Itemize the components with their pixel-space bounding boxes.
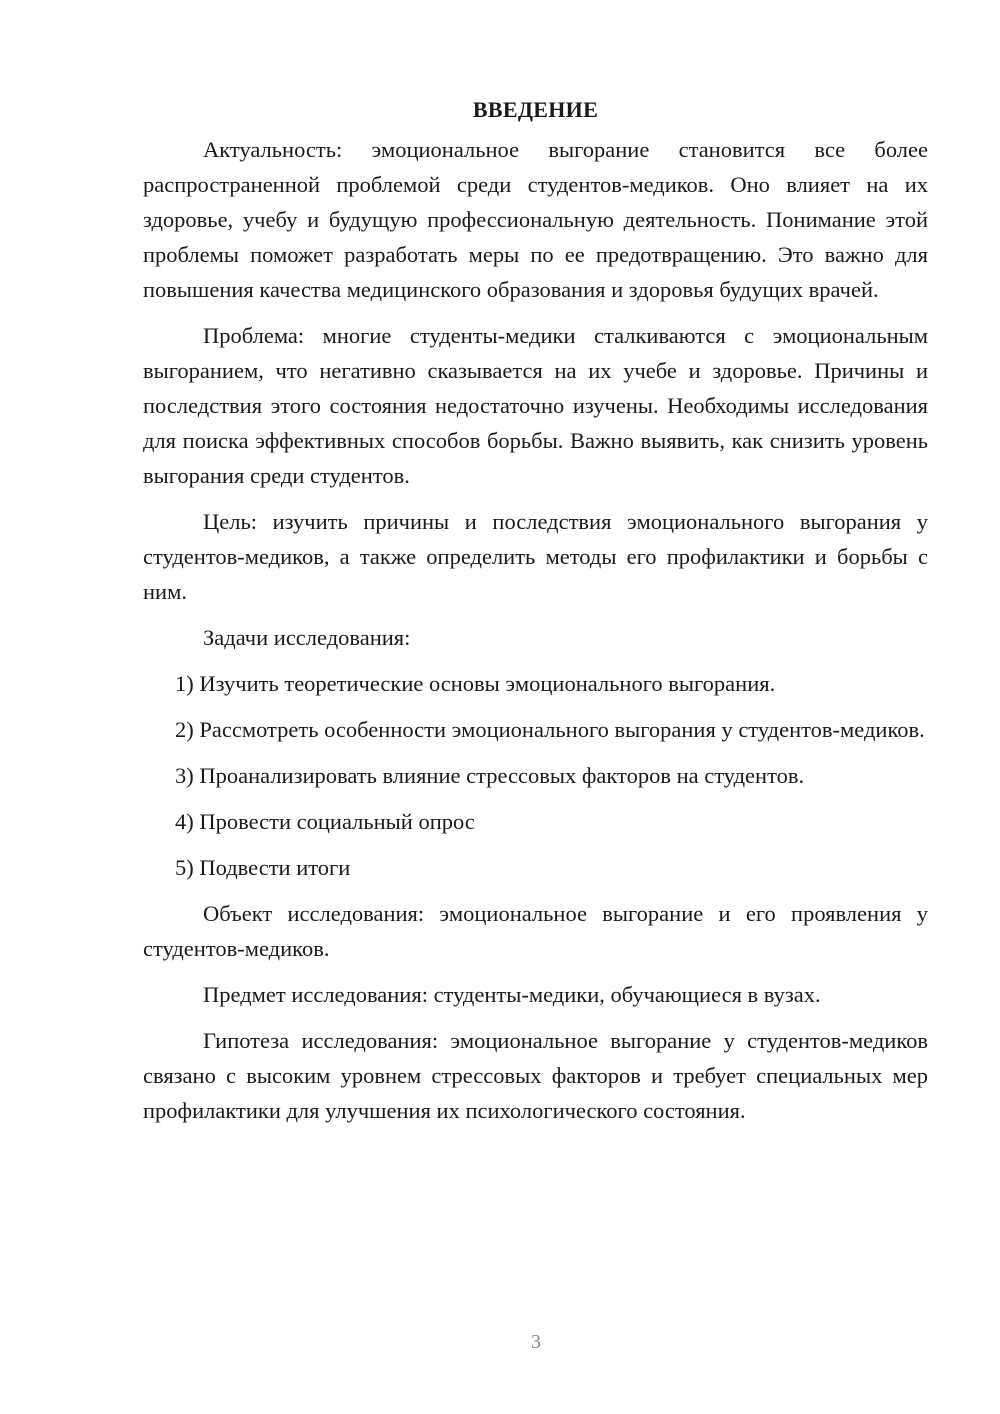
- page-number: 3: [531, 1331, 541, 1353]
- subject-paragraph: Предмет исследования: студенты-медики, обучающиеся в вузах.: [203, 982, 821, 1007]
- section-title: ВВЕДЕНИЕ: [472, 97, 599, 122]
- problem-paragraph: Проблема: многие студенты-медики сталкиваются с эмоциональным выгоранием, что негативно сказывается на их учебе и здоровье. Причины и последствия этого состояния недостаточно изучены. Необходимы исследования для поиска эффективных способов борьбы. Важно выявить, как снизить уровень выгорания среди студентов.: [143, 323, 928, 488]
- task-item: 2) Рассмотреть особенности эмоционального выгорания у студентов-медиков.: [175, 717, 925, 742]
- task-item: 1) Изучить теоретические основы эмоционального выгорания.: [175, 671, 776, 696]
- object-paragraph: Объект исследования: эмоциональное выгорание и его проявления у студентов-медиков.: [143, 901, 928, 961]
- task-item: 5) Подвести итоги: [175, 855, 351, 880]
- document-page: [143, 92, 928, 1139]
- task-item: 4) Провести социальный опрос: [175, 809, 475, 834]
- hypothesis-paragraph: Гипотеза исследования: эмоциональное выгорание у студентов-медиков связано с высоким уровнем стрессовых факторов и требует специальных мер профилактики для улучшения их психологического состояния.: [143, 1028, 928, 1123]
- goal-paragraph: Цель: изучить причины и последствия эмоционального выгорания у студентов-медиков, а также определить методы его профилактики и борьбы с ним.: [143, 509, 928, 604]
- tasks-heading: Задачи исследования:: [203, 625, 411, 650]
- task-item: 3) Проанализировать влияние стрессовых факторов на студентов.: [175, 763, 805, 788]
- tasks-list: [143, 666, 928, 885]
- relevance-paragraph: Актуальность: эмоциональное выгорание становится все более распространенной проблемой среди студентов-медиков. Оно влияет на их здоровье, учебу и будущую профессиональную деятельность. Понимание этой проблемы поможет разработать меры по ее предотвращению. Это важно для повышения качества медицинского образования и здоровья будущих врачей.: [143, 137, 928, 302]
